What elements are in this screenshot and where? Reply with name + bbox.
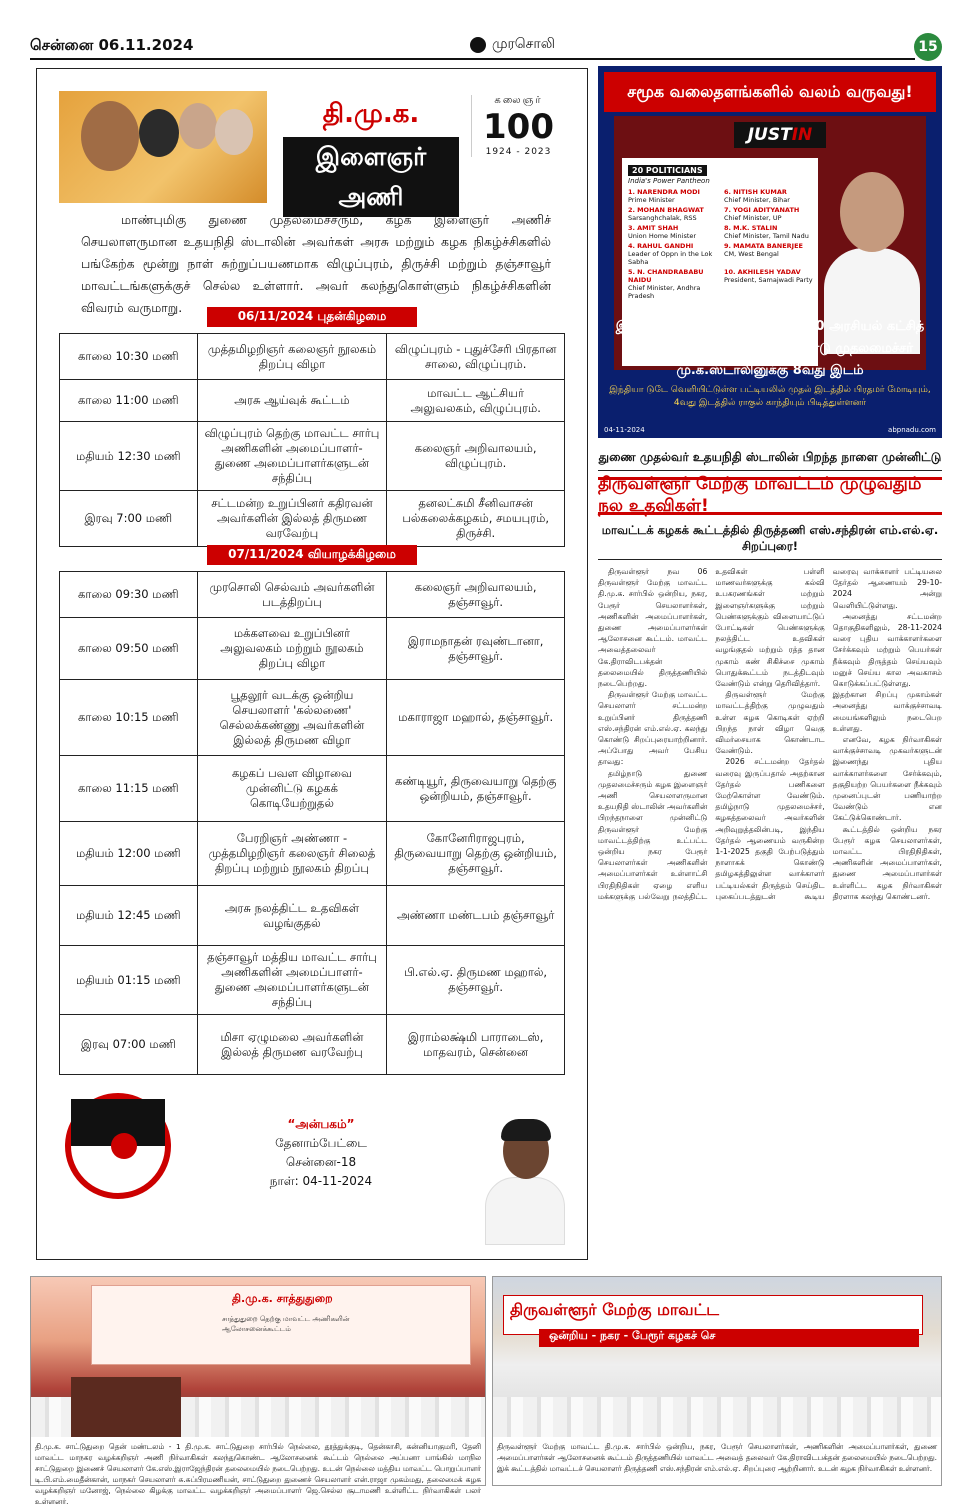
stage-banner bbox=[91, 1285, 471, 1365]
photo-face bbox=[840, 172, 904, 252]
table-row bbox=[60, 380, 565, 422]
masthead bbox=[30, 36, 942, 58]
list-item: 6. NITISH KUMAR Chief Minister, Bihar bbox=[724, 188, 790, 204]
table-row bbox=[60, 334, 565, 380]
article-paragraph: திருவள்ளூர் நவ 06 திருவள்ளூர் மேற்கு மாவட்ட தி.மு.க. சார்பில் ஒன்றிய, நகர, பேரூர் செயலாளர்கள், அணிகளின் அமைப்பாளர்கள், துணை அமைப்பாளர்கள் ஆலோசனை கூட்டம். மாவட்ட அவைத்தலைவர் கே.திராவிடபக்தன் தலைமையில் திருத்தணியில் நடைபெற்றது. bbox=[598, 567, 708, 689]
feature-header: சமூக வலைதளங்களில் வலம் வருவது! bbox=[604, 72, 936, 112]
banner-title bbox=[283, 97, 459, 217]
place-cell: கண்டியூர், திருவையாறு தெற்கு ஒன்றியம், தஞ்சாவூர். bbox=[387, 756, 565, 822]
photo-caption: தி.மு.க. சாட்டுதுறை தென் மண்டலம் - 1 தி.மு.க. சாட்டுதுறை சார்பில் நெல்லை, தூத்துக்குடி, தென்காசி, கன்னியாகுமரி, தேனி மாவட்ட மாநகர வழக்கறிஞர் அணி நிர்வாகிகள் கலந்துகொண்ட ஆலோசனைக் கூட்டம் நெல்லை அப்பனா பாங்கில் மாநில சாட்டுதுறை இணைச் செயலாளர் கே.எஸ்.இராஜேந்திரன் தலைமையில் நடைபெற்றது. உடன் நெல்லை மத்திய மாவட்ட பொறுப்பாளர் டி.பி.எம்.மைதீன்கான், மாநகர் செயலாளர் சு.சுப்பிரமணியன், சாட்டுதுறை துணைச் செயலாளர் என்.ராஜா முகம்மது, தலைமைக் கழக வழக்கறிஞர் மனோஜ், நெல்லை கிழக்கு மாவட்ட வழக்கறிஞர் அமைப்பாளர் ஜெ.செல்ல சூடாமணி உள்ளிட்ட நிர்வாகிகள் பலர் உள்ளனர். bbox=[35, 1442, 481, 1506]
place-cell: கலைஞர் அறிவாலயம், தஞ்சாவூர். bbox=[387, 572, 565, 618]
paper-logo-icon bbox=[470, 37, 486, 53]
list-item: 4. RAHUL GANDHI Leader of Oppn in the Lok Sabha bbox=[628, 242, 713, 266]
photo-image bbox=[493, 1277, 941, 1437]
place-cell: மாவட்ட ஆட்சியர் அலுவலகம், விழுப்புரம். bbox=[387, 380, 565, 422]
stage-banner-title: தி.மு.க. சாத்துதுறை bbox=[232, 1292, 333, 1305]
event-cell: பேரறிஞர் அண்ணா - முத்தமிழறிஞர் கலைஞர் சிலைத் திறப்பு மற்றும் நூலகம் திறப்பு bbox=[197, 822, 387, 886]
time-cell: காலை 10:30 மணி bbox=[60, 334, 198, 380]
card-subtitle: India's Power Pantheon bbox=[628, 177, 710, 185]
photo-shirt bbox=[485, 1177, 565, 1245]
party-name: தி.மு.க. bbox=[322, 99, 420, 129]
time-cell: காலை 11:15 மணி bbox=[60, 756, 198, 822]
schedule-table-day1 bbox=[59, 333, 565, 547]
schedule-table-day2 bbox=[59, 571, 565, 1075]
place-cell: தனலட்சுமி சீனிவாசன் பல்கலைக்கழகம், சமயபுரம், திருச்சி. bbox=[387, 491, 565, 547]
article-paragraph: திருவள்ளூர் மேற்கு மாவட்ட செயலாளர் சட்டமன்ற உறுப்பினர் திருத்தணி எஸ்.சந்திரன் எம்.எல்.ஏ. கலந்து கொண்டு சிறப்புரையாற்றினார். அப்போது அவர் பேசிய தாவது: bbox=[598, 690, 708, 767]
footer-site: abpnadu.com bbox=[888, 426, 936, 434]
event-cell: அரசு நலத்திட்ட உதவிகள் வழங்குதல் bbox=[197, 886, 387, 946]
article-paragraph: கூட்டத்தில் ஒன்றிய நகர பேரூர் கழக செயலாளர்கள், மாவட்ட பிரதிநிதிகள், அணிகளின் அமைப்பாளர்கள், துணை அமைப்பாளர்கள் உள்ளிட்ட கழக நிர்வாகிகள் திரளாக கலந்து கொண்டனர். bbox=[832, 824, 942, 901]
place-cell: விழுப்புரம் - புதுச்சேரி பிரதான சாலை, விழுப்புரம். bbox=[387, 334, 565, 380]
paper-name-text: முரசொலி bbox=[492, 36, 555, 52]
article-kicker: துணை முதல்வர் உதயநிதி ஸ்டாலின் பிறந்த நாளை முன்னிட்டு bbox=[598, 450, 942, 471]
event-cell: விழுப்புரம் தெற்கு மாவட்ட சார்பு அணிகளின் அமைப்பாளர்-துணை அமைப்பாளர்களுடன் சந்திப்பு bbox=[197, 422, 387, 491]
stage-banner-text: சாத்துதுறை தெற்கு மாவட்ட அணிகளின் ஆலோசனைக்கூட்டம் bbox=[222, 1315, 350, 1333]
article-headline: திருவள்ளூர் மேற்கு மாவட்டம் முழுவதும் நல உதவிகள்! bbox=[598, 477, 942, 515]
kalaignar-label: கலைஞர் bbox=[494, 95, 543, 106]
event-cell: முரசொலி செல்வம் அவர்களின் படத்திறப்பு bbox=[197, 572, 387, 618]
event-cell: கழகப் பவள விழாவை முன்னிட்டு கழகக் கொடியேற்றுதல் bbox=[197, 756, 387, 822]
event-cell: சட்டமன்ற உறுப்பினர் கதிரவன் அவர்களின் இல்லத் திருமண வரவேற்பு bbox=[197, 491, 387, 547]
event-cell: அரசு ஆய்வுக் கூட்டம் bbox=[197, 380, 387, 422]
table-row bbox=[60, 886, 565, 946]
list-item: 7. YOGI ADITYANATH Chief Minister, UP bbox=[724, 206, 800, 222]
social-media-feature bbox=[598, 66, 942, 438]
list-item: 9. MAMATA BANERJEE CM, West Bengal bbox=[724, 242, 803, 258]
table-row bbox=[60, 822, 565, 886]
rising-sun-icon bbox=[111, 1133, 137, 1159]
place-cell: அண்ணா மண்டபம் தஞ்சாவூர் bbox=[387, 886, 565, 946]
event-cell: தஞ்சாவூர் மத்திய மாவட்ட சார்பு அணிகளின் அமைப்பாளர்-துணை அமைப்பாளர்களுடன் சந்திப்பு bbox=[197, 946, 387, 1015]
kalaignar-years: 1924 - 2023 bbox=[485, 147, 552, 157]
article-body bbox=[598, 566, 942, 1192]
news-article bbox=[598, 450, 942, 1192]
list-item: 3. AMIT SHAH Union Home Minister bbox=[628, 224, 697, 240]
just-in-text-b: IN bbox=[791, 125, 813, 145]
time-cell: காலை 09:50 மணி bbox=[60, 618, 198, 680]
list-item: 1. NARENDRA MODI Prime Minister bbox=[628, 188, 700, 204]
footer-date: 04-11-2024 bbox=[604, 426, 645, 434]
caption-main: இந்தியாவின் சக்திவாய்ந்த டாப் 10 அரசியல் கட்சித் தலைவர்கள் பட்டியலில் தமிழ்நாடு முதலமைச்சர் மு.க.ஸ்டாலினுக்கு 8வது இடம் bbox=[615, 319, 925, 378]
time-cell: மதியம் 12:30 மணி bbox=[60, 422, 198, 491]
stage-banner-title: திருவள்ளூர் மேற்கு மாவட்ட bbox=[510, 1300, 720, 1319]
place-cell: பி.எல்.ஏ. திருமண மஹால், தஞ்சாவூர். bbox=[387, 946, 565, 1015]
just-in-text-a: JUST bbox=[747, 125, 792, 145]
leaders-photo bbox=[59, 91, 267, 203]
feature-footer bbox=[598, 426, 942, 438]
signature-block bbox=[231, 1115, 411, 1191]
leader-face bbox=[215, 109, 253, 155]
time-cell: மதியம் 12:45 மணி bbox=[60, 886, 198, 946]
minister-photo bbox=[483, 1119, 567, 1245]
table-row bbox=[60, 756, 565, 822]
stage-banner-subtitle: ஒன்றிய - நகர - பேரூர் கழகச் செ bbox=[539, 1329, 919, 1347]
place-cell: மகாராஜா மஹால், தஞ்சாவூர். bbox=[387, 680, 565, 756]
article-paragraph: அனைத்து சட்டமன்ற தொகுதிகளிலும், 28-11-2024 வரை புதிய வாக்காளர்களை சேர்க்கவும் மற்றும் பெயர்கள் நீக்கவும் திருத்தம் செய்யவும் மனுச் செய்ய கால அவகாசம் கொடுக்கப்பட்டுள்ளது. இதற்கான சிறப்பு முகாம்கள் அனைத்து வாக்குச்சாவடி மையங்களிலும் நடைபெற உள்ளது. bbox=[832, 611, 942, 733]
leader-face bbox=[81, 101, 139, 171]
signature-title: “அன்பகம்” bbox=[287, 1117, 355, 1131]
place-cell: இராம்லக்ஷ்மி பாராடைஸ், மாதவரம், சென்னை bbox=[387, 1015, 565, 1075]
page-number: 15 bbox=[914, 33, 942, 61]
signature-date: நாள்: 04-11-2024 bbox=[269, 1174, 373, 1188]
time-cell: மதியம் 01:15 மணி bbox=[60, 946, 198, 1015]
wing-name: இளைஞர் அணி bbox=[283, 137, 459, 217]
photo-caption: திருவள்ளூர் மேற்கு மாவட்ட தி.மு.க. சார்பில் ஒன்றிய, நகர, பேரூர் செயலாளர்கள், அணிகளின் அமைப்பாளர்கள், துணை அமைப்பாளர்கள் ஆலோசனைக் கூட்டம் திருத்தணியில் மாவட்ட அவைத் தலைவர் கே.திராவிடபக்தன் தலைமையில் நடைபெற்றது. இக் கூட்டத்தில் மாவட்டச் செயலாளர் திருத்தணி எஸ்.சந்திரன் எம்.எல்.ஏ. சிறப்புரை ஆற்றினார். உடன் கழக நிர்வாகிகள் உள்ளனர். bbox=[497, 1442, 937, 1473]
list-item: 8. M.K. STALIN Chief Minister, Tamil Nadu bbox=[724, 224, 809, 240]
article-subhead: மாவட்டக் கழகக் கூட்டத்தில் திருத்தணி எஸ்.சந்திரன் எம்.எல்.ஏ. சிறப்புரை! bbox=[598, 523, 942, 560]
leader-face bbox=[179, 103, 217, 149]
list-item: 5. N. CHANDRABABU NAIDU Chief Minister, Andhra Pradesh bbox=[628, 268, 704, 300]
event-cell: மிசா ஏழுமலை அவர்களின் இல்லத் திருமண வரவேற்பு bbox=[197, 1015, 387, 1075]
caption-sub: இந்தியா டுடே வெளியிட்டுள்ள பட்டியலில் முதல் இடத்தில் பிரதமர் மோடியும், 4வது இடத்தில் ராகுல் காந்தியும் பிடித்துள்ளனர் bbox=[609, 385, 931, 408]
leader-face bbox=[139, 109, 179, 157]
table-row bbox=[60, 491, 565, 547]
table-row bbox=[60, 680, 565, 756]
issue-date: சென்னை 06.11.2024 bbox=[30, 36, 194, 54]
intro-paragraph: மாண்புமிகு துணை முதலமைச்சரும், கழக இளைஞர் அணிச் செயலாளருமான உதயநிதி ஸ்டாலின் அவர்கள் அரசு மற்றும் கழக நிகழ்ச்சிகளில் பங்கேற்க மூன்று நாள் சுற்றுப்பயணமாக விழுப்புரம், திருச்சி மற்றும் தஞ்சாவூர் மாவட்டங்களுக்குச் செல்ல உள்ளார். அவர் கலந்துகொள்ளும் நிகழ்ச்சிகளின் விவரம் வருமாறு. bbox=[81, 212, 551, 315]
time-cell: இரவு 07:00 மணி bbox=[60, 1015, 198, 1075]
time-cell: காலை 10:15 மணி bbox=[60, 680, 198, 756]
signature-line: சென்னை-18 bbox=[285, 1155, 357, 1169]
table-row bbox=[60, 422, 565, 491]
politicians-list bbox=[628, 188, 814, 300]
card-title: 20 POLITICIANS bbox=[628, 165, 707, 176]
place-cell: கலைஞர் அறிவாலயம், விழுப்புரம். bbox=[387, 422, 565, 491]
table-row bbox=[60, 572, 565, 618]
event-cell: பூதலூர் வடக்கு ஒன்றிய செயலாளர் 'கல்லணை' செல்லக்கண்ணு அவர்களின் இல்லத் திருமண விழா bbox=[197, 680, 387, 756]
time-cell: இரவு 7:00 மணி bbox=[60, 491, 198, 547]
youth-wing-schedule-panel bbox=[36, 68, 588, 1260]
paper-name bbox=[470, 36, 555, 54]
article-paragraph: எனவே, கழக நிர்வாகிகள் வாக்குச்சாவடி முகவர்களுடன் இணைந்து புதிய வாக்காளர்களை சேர்க்கவும், தகுதியற்ற பெயர்களை நீக்கவும் முனைப்புடன் பணியாற்ற வேண்டும் என கேட்டுக்கொண்டார். bbox=[832, 735, 942, 823]
table-row bbox=[60, 946, 565, 1015]
event-cell: முத்தமிழறிஞர் கலைஞர் நூலகம் திறப்பு விழா bbox=[197, 334, 387, 380]
time-cell: காலை 11:00 மணி bbox=[60, 380, 198, 422]
event-photo-legal-wing bbox=[30, 1276, 486, 1506]
kalaignar-number: 100 bbox=[483, 107, 554, 147]
day-heading: 06/11/2024 புதன்கிழமை bbox=[207, 307, 417, 327]
masthead-rule bbox=[30, 58, 915, 60]
article-paragraph: 2026 சட்டமன்ற தேர்தல் வரைவு இருப்பதால் அதற்கான தேர்தல் பணிகளை மேற்கொள்ள வேண்டும். தமிழ்நாடு முதலமைச்சர், கழகத்தலைவர் அவர்களின் அறிவுறுத்தலின்படி, இந்திய தேர்தல் ஆணையம் வருகின்ற 1-1-2025 தகுதி பேற்படுத்தும் நாளாகக் கொண்டு தமிழகத்திலுள்ள வாக்காளர் பட்டியல்கள் திருத்தம் செய்திட புகைப்படத்துடன் கூடிய வரைவு வாக்காளர் பட்டியலை தேர்தல் ஆணையம் 29-10-2024 அன்று வெளியிட்டுள்ளது. bbox=[715, 567, 942, 901]
kalaignar-100-logo bbox=[471, 95, 565, 157]
event-cell: மக்களவை உறுப்பினர் அலுவலகம் மற்றும் நூலகம் திறப்பு விழா bbox=[197, 618, 387, 680]
list-item: 10. AKHILESH YADAV President, Samajwadi Party bbox=[724, 268, 813, 284]
signature-line: தேனாம்பேட்டை bbox=[275, 1136, 367, 1150]
photo-hair bbox=[501, 1119, 551, 1141]
list-item: 2. MOHAN BHAGWAT Sarsanghchalak, RSS bbox=[628, 206, 704, 222]
place-cell: கோனேரிராஜபுரம், திருவையாறு தெற்கு ஒன்றியம், தஞ்சாவூர். bbox=[387, 822, 565, 886]
just-in-badge bbox=[734, 122, 826, 148]
photo-image bbox=[31, 1277, 485, 1437]
time-cell: காலை 09:30 மணி bbox=[60, 572, 198, 618]
place-cell: இராமநாதன் ரவுண்டானா, தஞ்சாவூர். bbox=[387, 618, 565, 680]
day-heading: 07/11/2024 வியாழக்கிழமை bbox=[207, 545, 417, 565]
dmk-youth-wing-logo bbox=[65, 1093, 171, 1199]
feature-caption bbox=[604, 310, 936, 430]
time-cell: மதியம் 12:00 மணி bbox=[60, 822, 198, 886]
article-paragraph: திருவள்ளூர் மேற்கு மாவட்டத்திற்கு முழுவதும் உள்ள கழக கொடிகள் ஏற்றி பிறந்த நாள் விழா வெகு விமர்சையாக கொண்டாட வேண்டும். bbox=[715, 690, 825, 756]
article-paragraph: தமிழ்நாடு துணை முதலமைச்சரும் கழக இளைஞர் அணி செயலாளருமான உதயநிதி ஸ்டாலின் அவர்களின் பிறந்தநாளை முன்னிட்டு திருவள்ளூர் மேற்கு மாவட்டத்திற்கு உட்பட்ட ஒன்றிய நகர பேரூர் செயலாளர்கள் அணிகளின் அமைப்பாளர்கள் உள்ளாட்சி பிரதிநிதிகள் ஏழை எளிய மக்களுக்கு பல்வேறு நலத்திட்ட உதவிகள் பள்ளி மாணவர்களுக்கு கல்வி உபகரணங்கள் மற்றும் இளைஞர்களுக்கு மற்றும் பெண்களுக்கும் விளையாட்டுப் போட்டிகள் பெண்களுக்கு நலத்திட்ட உதவிகள் வழங்குதல் மற்றும் ரத்த தான முகாம் கண் சிகிச்சை முகாம் பொதுக்கூட்டம் நடத்திடவும் வேண்டும் என்று தெரிவித்தார். bbox=[598, 567, 825, 901]
event-photo-tiruvallur bbox=[492, 1276, 942, 1486]
podium bbox=[71, 1377, 181, 1437]
table-row bbox=[60, 618, 565, 680]
audience bbox=[493, 1397, 941, 1437]
table-row bbox=[60, 1015, 565, 1075]
youth-wing-banner bbox=[59, 91, 567, 209]
